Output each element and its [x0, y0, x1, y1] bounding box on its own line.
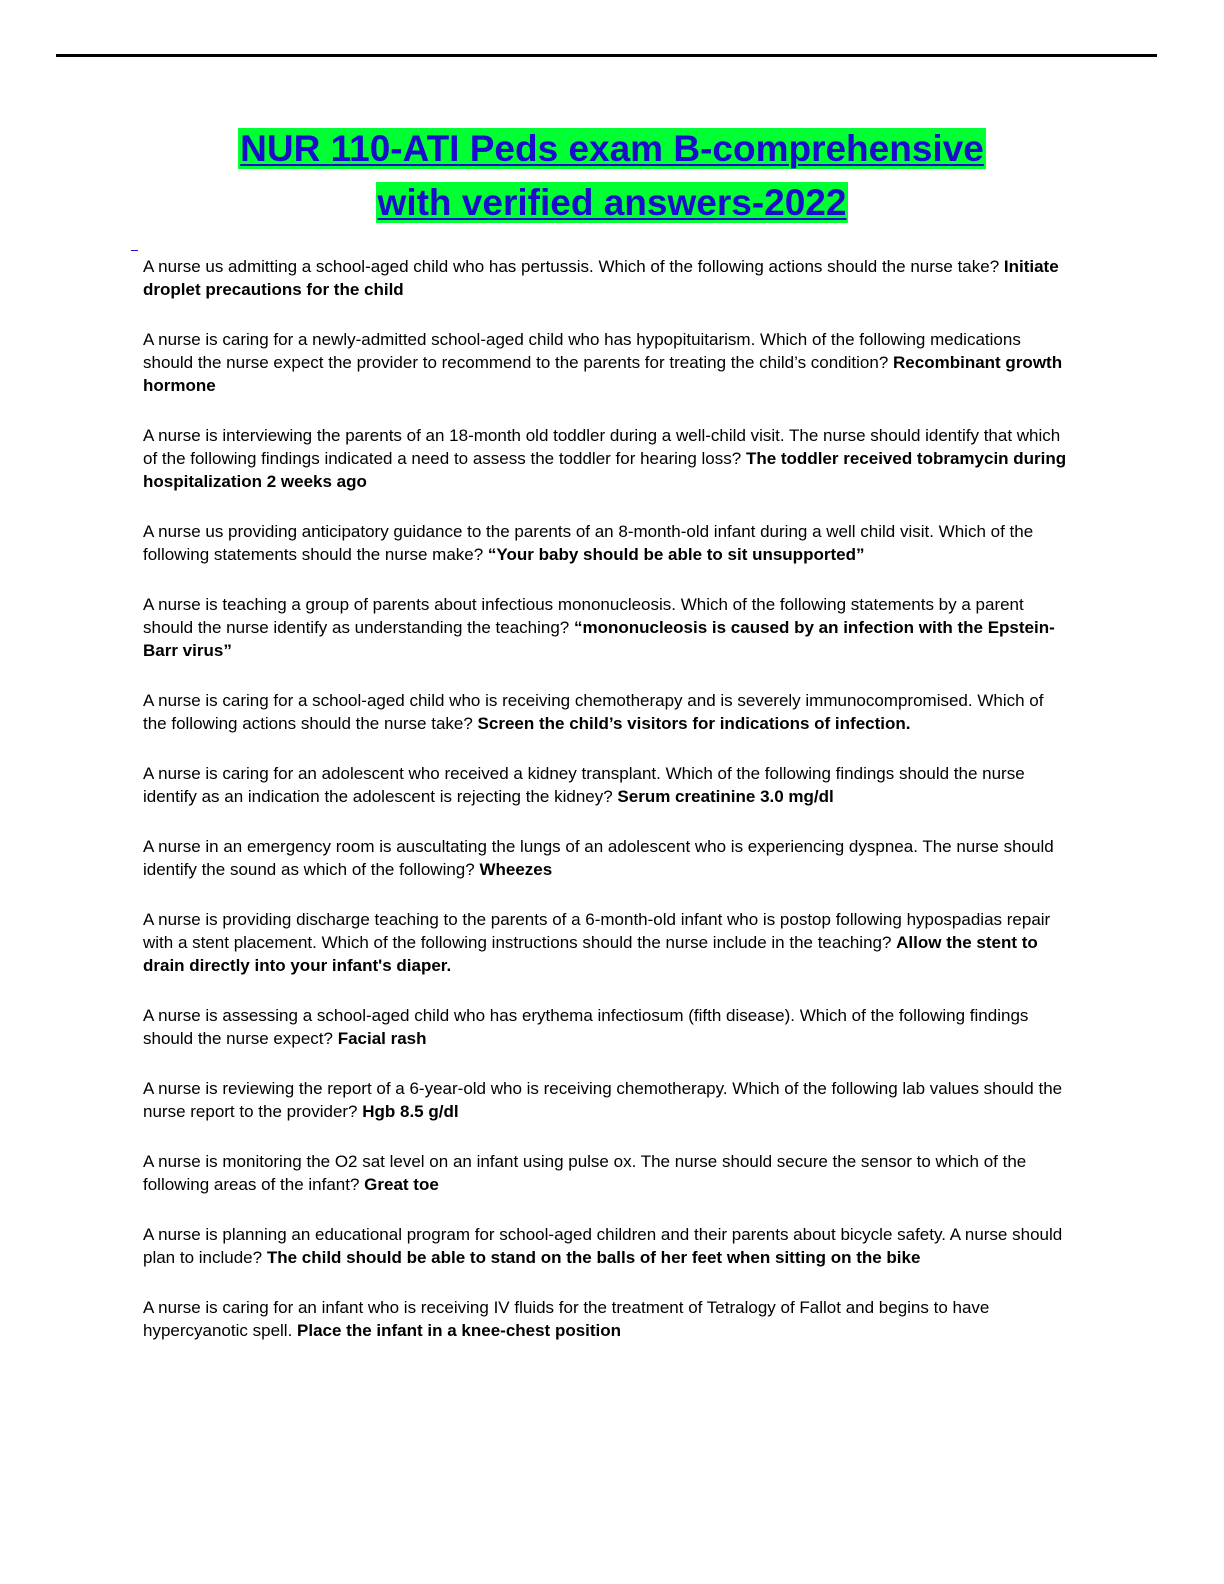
answer-text: Screen the child’s visitors for indications of infection. [477, 714, 911, 733]
question-item [143, 908, 1068, 977]
question-text: A nurse in an emergency room is auscultating the lungs of an adolescent who is experiencing dyspnea. The nurse should identify the sound as which of the following? [143, 837, 1054, 879]
question-text: A nurse is planning an educational program for school-aged children and their parents about bicycle safety. A nurse should plan to include? [143, 1225, 1063, 1267]
title-line-2: with verified answers-2022 [377, 182, 847, 223]
answer-text: Great toe [364, 1175, 439, 1194]
answer-text: Place the infant in a knee-chest position [297, 1321, 622, 1340]
question-text: A nurse is caring for an adolescent who received a kidney transplant. Which of the following findings should the nurse identify as an indication the adolescent is rejecting the kidney? [143, 764, 1025, 806]
answer-text: Hgb 8.5 g/dl [362, 1102, 459, 1121]
question-text: A nurse is teaching a group of parents about infectious mononucleosis. Which of the following statements by a parent should the nurse identify as understanding the teaching? [143, 595, 1024, 637]
question-item [143, 762, 1068, 808]
title-line-1: NUR 110-ATI Peds exam B-comprehensive [240, 128, 984, 169]
question-text: A nurse is caring for a newly-admitted school-aged child who has hypopituitarism. Which of the following medications should the nurse expect the provider to recommend to the parents for treating the child’s condition? [143, 330, 1021, 372]
question-item [143, 1150, 1068, 1196]
question-text: A nurse us providing anticipatory guidance to the parents of an 8-month-old infant during a well child visit. Which of the following statements should the nurse make? [143, 522, 1034, 564]
answer-text: Facial rash [337, 1029, 427, 1048]
question-item [143, 1004, 1068, 1050]
question-text: A nurse is providing discharge teaching to the parents of a 6-month-old infant who is postop following hypospadias repair with a stent placement. Which of the following instructions should the nurse include in the teaching? [143, 910, 1051, 952]
answer-text: Serum creatinine 3.0 mg/dl [617, 787, 834, 806]
answer-text: Wheezes [479, 860, 553, 879]
question-item [143, 255, 1068, 301]
answer-text: Initiate droplet precautions for the child [143, 257, 1059, 299]
question-item [143, 1223, 1068, 1269]
document-title [0, 122, 1224, 230]
question-item [143, 424, 1068, 493]
question-text: A nurse is caring for an infant who is receiving IV fluids for the treatment of Tetralogy of Fallot and begins to have hypercyanotic spell. [143, 1298, 990, 1340]
question-item [143, 520, 1068, 566]
question-item [143, 1077, 1068, 1123]
question-text: A nurse is reviewing the report of a 6-year-old who is receiving chemotherapy. Which of the following lab values should the nurse report to the provider? [143, 1079, 1063, 1121]
answer-text: “Your baby should be able to sit unsupported” [487, 545, 865, 564]
underline-mark [131, 250, 138, 251]
question-text: A nurse us admitting a school-aged child who has pertussis. Which of the following actions should the nurse take? [143, 257, 1004, 276]
answer-text: Recombinant growth hormone [143, 353, 1063, 395]
question-item [143, 835, 1068, 881]
question-list [143, 255, 1068, 1369]
question-item [143, 593, 1068, 662]
question-text: A nurse is caring for a school-aged child who is receiving chemotherapy and is severely immunocompromised. Which of the following actions should the nurse take? [143, 691, 1044, 733]
header-rule [56, 54, 1157, 57]
question-text: A nurse is assessing a school-aged child who has erythema infectiosum (fifth disease). Which of the following findings should the nurse expect? [143, 1006, 1029, 1048]
question-text: A nurse is monitoring the O2 sat level on an infant using pulse ox. The nurse should secure the sensor to which of the following areas of the infant? [143, 1152, 1027, 1194]
question-item [143, 689, 1068, 735]
question-item [143, 1296, 1068, 1342]
question-item [143, 328, 1068, 397]
answer-text: Allow the stent to drain directly into your infant's diaper. [143, 933, 1038, 975]
answer-text: The toddler received tobramycin during hospitalization 2 weeks ago [143, 449, 1067, 491]
answer-text: The child should be able to stand on the balls of her feet when sitting on the bike [266, 1248, 921, 1267]
question-text: A nurse is interviewing the parents of an 18-month old toddler during a well-child visit. The nurse should identify that which of the following findings indicated a need to assess the toddler for hearing loss? [143, 426, 1061, 468]
answer-text: “mononucleosis is caused by an infection with the Epstein-Barr virus” [143, 618, 1055, 660]
